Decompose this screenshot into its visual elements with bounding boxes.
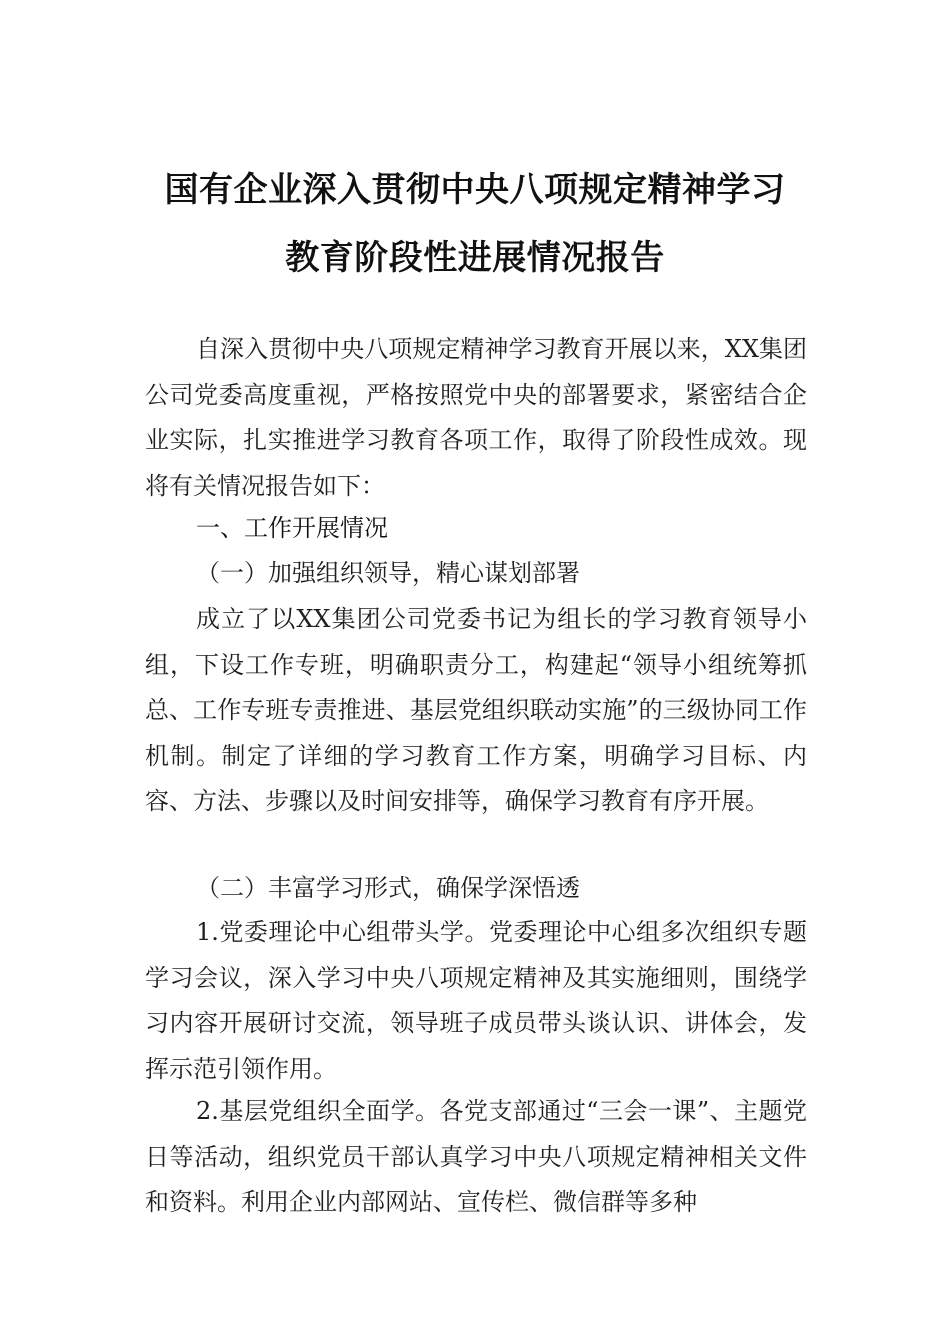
subsection-2-item-1-paragraph: 1.党委理论中心组带头学。党委理论中心组多次组织专题学习会议，深入学习中央八项规定精神及其实施细则，围绕学习内容开展研讨交流，领导班子成员带头谈认识、讲体会，发挥示范引领作用。 [145, 918, 807, 1083]
subsection-1-paragraph: 成立了以XX集团公司党委书记为组长的学习教育领导小组，下设工作专班，明确职责分工，构建起“领导小组统筹抓总、工作专班专责推进、基层党组织联动实施”的三级协同工作机制。制定了详细的学习教育工作方案，明确学习目标、内容、方法、步骤以及时间安排等，确保学习教育有序开展。 [145, 605, 807, 815]
document-title-line-2: 教育阶段性进展情况报告 [285, 238, 665, 278]
intro-paragraph: 自深入贯彻中央八项规定精神学习教育开展以来，XX集团公司党委高度重视，严格按照党中央的部署要求，紧密结合企业实际，扎实推进学习教育各项工作，取得了阶段性成效。现将有关情况报告如下： [145, 335, 807, 500]
subsection-heading-2: （二）丰富学习形式，确保学深悟透 [196, 874, 580, 902]
document-title-line-1: 国有企业深入贯彻中央八项规定精神学习 [164, 170, 786, 210]
subsection-heading-1: （一）加强组织领导，精心谋划部署 [196, 559, 580, 587]
subsection-2-item-2-paragraph: 2.基层党组织全面学。各党支部通过“三会一课”、主题党日等活动，组织党员干部认真学习中央八项规定精神相关文件和资料。利用企业内部网站、宣传栏、微信群等多种 [145, 1097, 807, 1216]
section-heading-1: 一、工作开展情况 [196, 514, 388, 542]
